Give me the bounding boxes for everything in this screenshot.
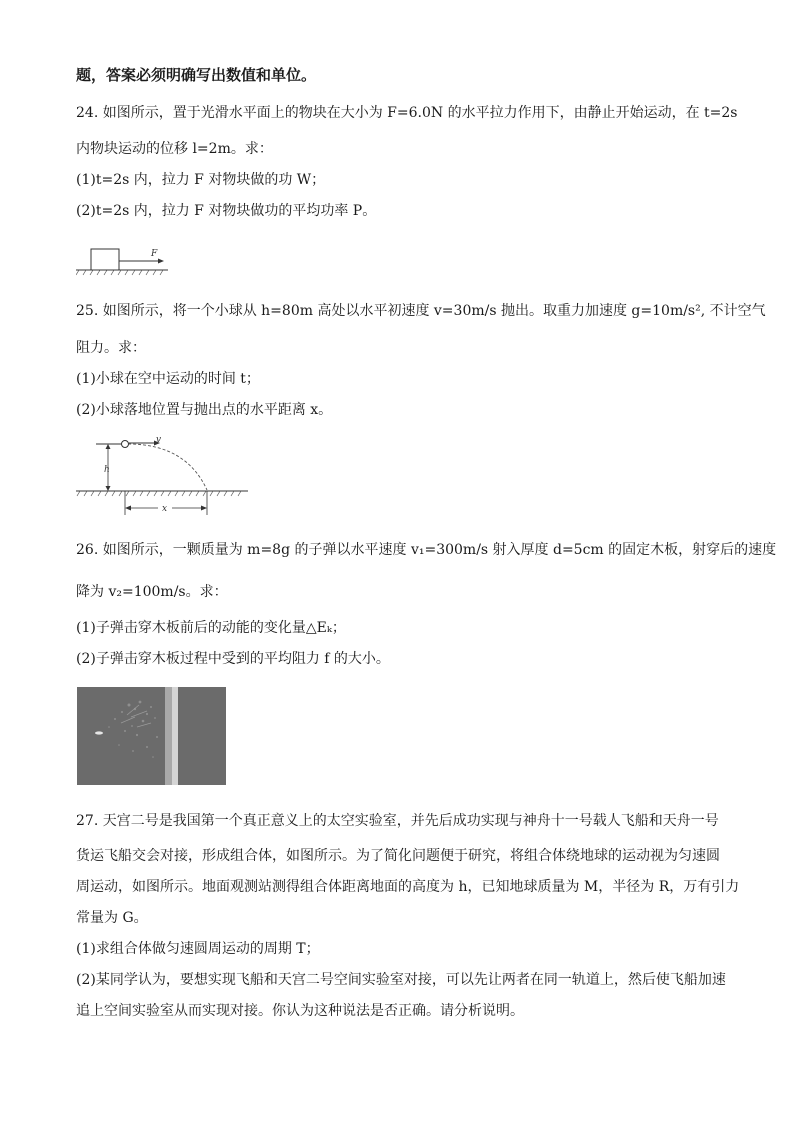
q24-part1: (1)t=2s 内，拉力 F 对物块做的功 W； <box>76 172 326 188</box>
ground-hatch <box>76 270 163 275</box>
q26-part1: (1)子弹击穿木板前后的动能的变化量△Eₖ； <box>76 620 346 636</box>
q24-stem-line2: 内物块运动的位移 l=2m。求： <box>76 141 273 157</box>
q25-stem-line1: 25. 如图所示，将一个小球从 h=80m 高处以水平初速度 v=30m/s 抛出。取重力加速度 g=10m/s², 不计空气 <box>76 303 766 319</box>
force-label: F <box>151 249 158 259</box>
q27-part1: (1)求组合体做匀速圆周运动的周期 T； <box>76 941 320 957</box>
ground-hatch <box>77 491 241 496</box>
q26-stem-line1: 26. 如图所示，一颗质量为 m=8g 的子弹以水平速度 v₁=300m/s 射入厚度 d=5cm 的固定木板，射穿后的速度 <box>76 542 777 558</box>
force-arrowhead <box>158 259 164 264</box>
q27-stem-line3: 周运动，如图所示。地面观测站测得组合体距离地面的高度为 h，已知地球质量为 M，半径为 R，万有引力 <box>76 879 740 895</box>
trajectory <box>128 444 207 490</box>
block <box>91 249 119 270</box>
bullet <box>95 731 103 734</box>
velocity-label: v <box>156 435 162 445</box>
q25-stem-line2: 阻力。求： <box>76 340 146 356</box>
q24-figure <box>76 244 172 278</box>
q25-part1: (1)小球在空中运动的时间 t； <box>76 371 260 387</box>
debris-spray <box>77 687 226 785</box>
bullet-board-photo <box>77 687 226 785</box>
q25-figure <box>76 434 252 520</box>
section-instruction: 题，答案必须明确写出数值和单位。 <box>76 66 317 84</box>
distance-label: x <box>162 504 168 514</box>
height-label: h <box>104 465 110 475</box>
q26-stem-line2: 降为 v₂=100m/s。求： <box>76 584 228 600</box>
q27-part2-line1: (2)某同学认为，要想实现飞船和天宫二号空间实验室对接，可以先让两者在同一轨道上，然后使飞船加速 <box>76 972 726 988</box>
wooden-board-edge <box>165 687 172 785</box>
q25-part2: (2)小球落地位置与抛出点的水平距离 x。 <box>76 402 333 418</box>
wooden-board <box>172 687 178 785</box>
ball <box>122 441 129 448</box>
q24-part2: (2)t=2s 内，拉力 F 对物块做功的平均功率 P。 <box>76 203 377 219</box>
q27-stem-line2: 货运飞船交会对接，形成组合体，如图所示。为了简化问题便于研究，将组合体绕地球的运动视为匀速圆 <box>76 848 720 864</box>
q26-part2: (2)子弹击穿木板过程中受到的平均阻力 f 的大小。 <box>76 651 390 667</box>
q27-stem-line1: 27. 天宫二号是我国第一个真正意义上的太空实验室，并先后成功实现与神舟十一号载人飞船和天舟一号 <box>76 813 719 829</box>
q27-stem-line4: 常量为 G。 <box>76 910 148 926</box>
q27-part2-line2: 追上空间实验室从而实现对接。你认为这种说法是否正确。请分析说明。 <box>76 1003 524 1019</box>
q24-stem-line1: 24. 如图所示，置于光滑水平面上的物块在大小为 F=6.0N 的水平拉力作用下，由静止开始运动，在 t=2s <box>76 105 738 121</box>
